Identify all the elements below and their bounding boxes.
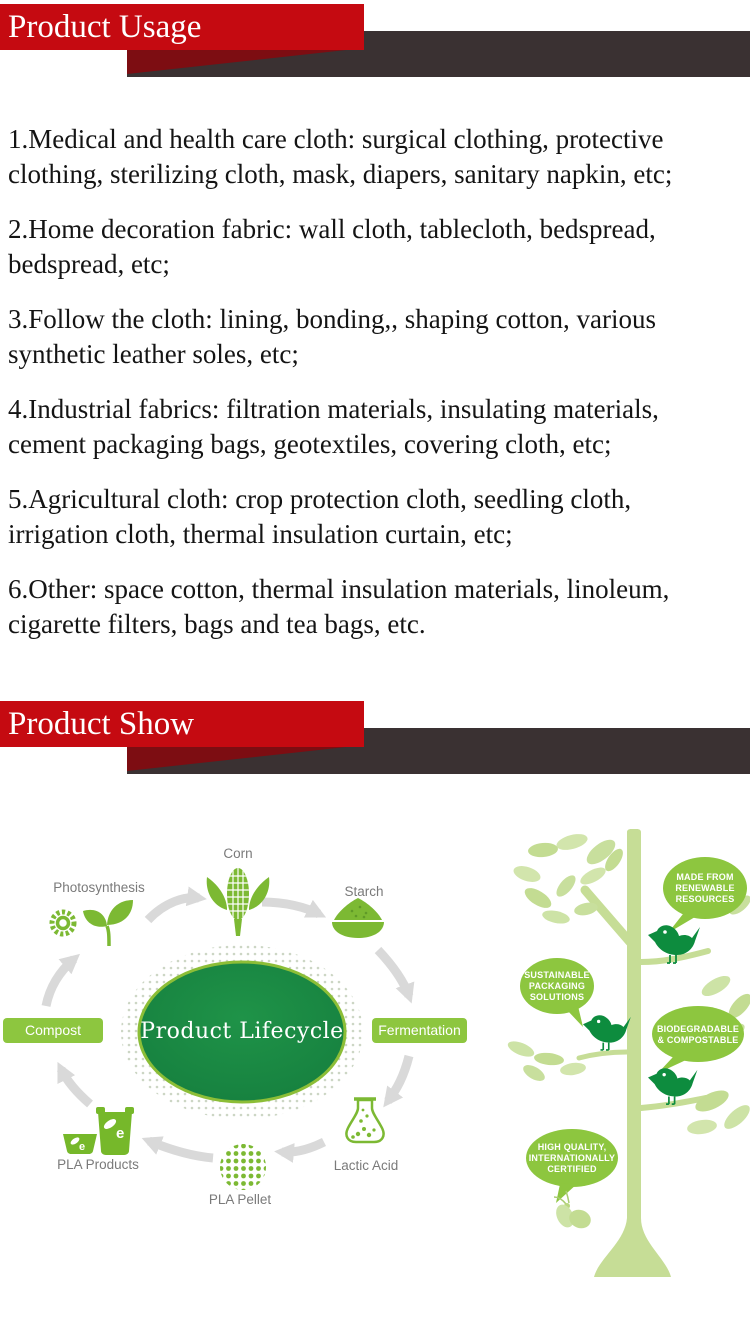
- show-banner-title: Product Show: [0, 701, 364, 747]
- usage-item-line: synthetic leather soles, etc;: [8, 339, 299, 369]
- usage-item-1: [8, 122, 748, 192]
- label-starch: Starch: [344, 884, 384, 899]
- starch-icon: [332, 898, 384, 938]
- flask-icon: [346, 1099, 383, 1142]
- usage-item-line: 1.Medical and health care cloth: surgical clothing, protective: [8, 124, 664, 154]
- svg-text:e: e: [116, 1125, 125, 1142]
- fermentation-pill: Fermentation: [372, 1018, 467, 1043]
- usage-item-5: [8, 482, 748, 552]
- product-show-illustration: [0, 790, 750, 1337]
- usage-item-line: 4.Industrial fabrics: filtration materials, insulating materials,: [8, 394, 659, 424]
- pla-pellet-icon: [220, 1144, 266, 1190]
- label-lactic-acid: Lactic Acid: [333, 1158, 399, 1173]
- usage-item-line: 6.Other: space cotton, thermal insulation materials, linoleum,: [8, 574, 670, 604]
- bubble-biodegradable-text: BIODEGRADABLE & COMPOSTABLE: [656, 1024, 740, 1045]
- bubble-made-from-text: MADE FROM RENEWABLE RESOURCES: [675, 872, 735, 904]
- usage-item-6: [8, 572, 748, 642]
- usage-item-2: [8, 212, 748, 282]
- usage-item-line: 3.Follow the cloth: lining, bonding,, shaping cotton, various: [8, 304, 656, 334]
- label-pla-products: PLA Products: [57, 1157, 139, 1172]
- usage-item-3: [8, 302, 748, 372]
- bird-icon: [583, 1015, 631, 1050]
- usage-item-line: clothing, sterilizing cloth, mask, diapers, sanitary napkin, etc;: [8, 159, 673, 189]
- usage-item-line: bedspread, etc;: [8, 249, 170, 279]
- usage-list: [8, 122, 748, 662]
- usage-item-line: irrigation cloth, thermal insulation curtain, etc;: [8, 519, 513, 549]
- bubble-sustainable-text: SUSTAINABLE PACKAGING SOLUTIONS: [524, 970, 590, 1002]
- lifecycle-and-tree-graphic: [0, 790, 750, 1337]
- label-corn: Corn: [223, 846, 253, 861]
- sun-icon: [52, 912, 74, 934]
- show-banner: [0, 701, 750, 779]
- pla-products-icon: [63, 1107, 134, 1155]
- sprout-icon: [83, 900, 133, 946]
- bubble-high-quality-text: HIGH QUALITY, INTERNATIONALLY CERTIFIED: [528, 1142, 616, 1174]
- compost-pill: Compost: [3, 1018, 103, 1043]
- usage-item-line: 2.Home decoration fabric: wall cloth, tablecloth, bedspread,: [8, 214, 656, 244]
- usage-item-line: cigarette filters, bags and tea bags, etc.: [8, 609, 426, 639]
- label-pla-pellet: PLA Pellet: [208, 1192, 272, 1207]
- usage-banner-title: Product Usage: [0, 4, 364, 50]
- lifecycle-title: Product Lifecycle: [140, 1019, 344, 1044]
- usage-item-line: 5.Agricultural cloth: crop protection cloth, seedling cloth,: [8, 484, 632, 514]
- usage-item-4: [8, 392, 748, 462]
- usage-item-line: cement packaging bags, geotextiles, covering cloth, etc;: [8, 429, 612, 459]
- usage-banner: [0, 4, 750, 82]
- label-photosynthesis: Photosynthesis: [53, 880, 145, 895]
- svg-text:e: e: [79, 1141, 86, 1153]
- corn-icon: [207, 868, 270, 936]
